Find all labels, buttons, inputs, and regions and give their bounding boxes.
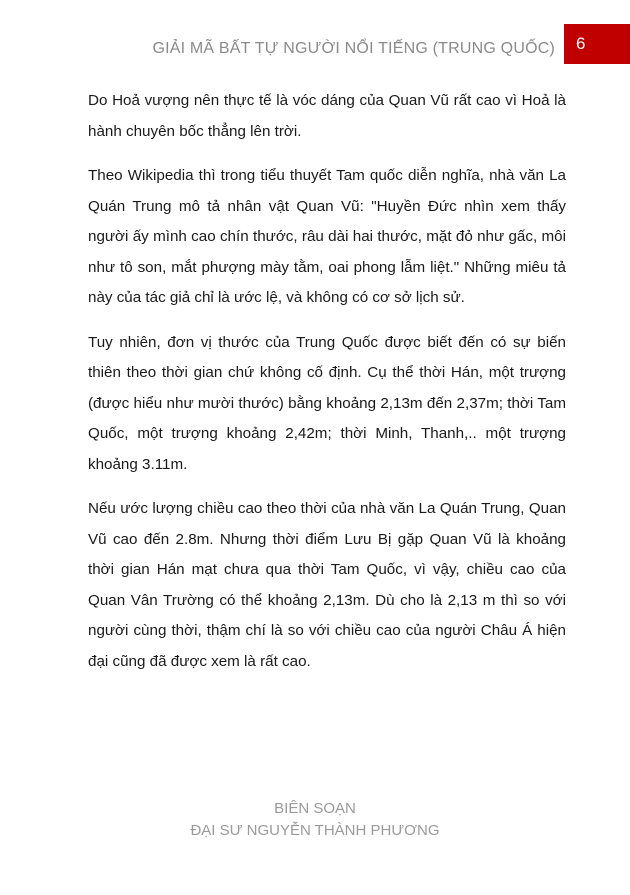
paragraph-2: Theo Wikipedia thì trong tiểu thuyết Tam quốc diễn nghĩa, nhà văn La Quán Trung mô tả nhân vật Quan Vũ: "Huyền Đức nhìn xem thấy người ấy mình cao chín thước, râu dài hai thước, mặt đỏ như gấc, môi như tô son, mắt phượng mày tằm, oai phong lẫm liệt." Những miêu tả này của tác giả chỉ là ước lệ, và không có cơ sở lịch sử. — [88, 167, 566, 306]
paragraph-3: Tuy nhiên, đơn vị thước của Trung Quốc được biết đến có sự biến thiên theo thời gian chứ không cố định. Cụ thể thời Hán, một trượng (được hiểu như mười thước) bằng khoảng 2,13m đến 2,37m; thời Tam Quốc, một trượng khoảng 2,42m; thời Minh, Thanh,.. một trượng khoảng 3.11m. — [88, 333, 566, 473]
body-text — [88, 86, 566, 691]
footer-author-name: ĐẠI SƯ NGUYỄN THÀNH PHƯƠNG — [190, 822, 440, 839]
footer-credit — [0, 798, 630, 842]
paragraph-1: Do Hoả vượng nên thực tế là vóc dáng của Quan Vũ rất cao vì Hoả là hành chuyên bốc thẳng lên trời. — [88, 92, 566, 140]
page-number-badge: 6 — [564, 24, 630, 64]
running-header-title: GIẢI MÃ BẤT TỰ NGƯỜI NỔI TIẾNG (TRUNG QUỐC) — [152, 40, 555, 57]
footer-compiler-label: BIÊN SOẠN — [274, 800, 356, 817]
paragraph-4: Nếu ước lượng chiều cao theo thời của nhà văn La Quán Trung, Quan Vũ cao đến 2.8m. Nhưng thời điểm Lưu Bị gặp Quan Vũ là khoảng thời gian Hán mạt chưa qua thời Tam Quốc, vì vậy, chiều cao của Quan Vân Trường có thể khoảng 2,13m. Dù cho là 2,13 m thì so với người cùng thời, thậm chí là so với chiều cao của người Châu Á hiện đại cũng đã được xem là rất cao. — [88, 500, 566, 670]
